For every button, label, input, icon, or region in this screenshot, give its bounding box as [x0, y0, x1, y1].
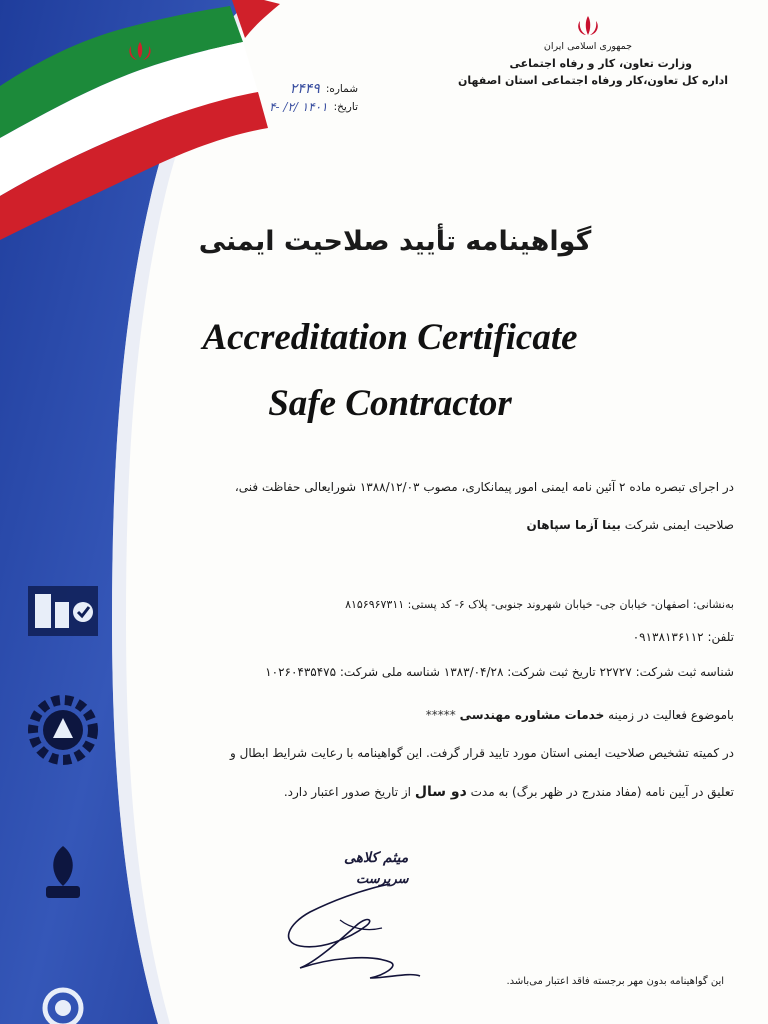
- worker-helmet-logo: [18, 840, 108, 915]
- safety-dept-logo: [18, 578, 108, 645]
- english-title-line1: Accreditation Certificate: [202, 317, 578, 358]
- republic-label: جمهوری اسلامی ایران: [543, 41, 633, 52]
- date-row: [228, 98, 358, 116]
- gear-emblem-logo: [18, 690, 108, 799]
- number-label: شماره:: [325, 83, 358, 95]
- persian-title: گواهینامه تأیید صلاحیت ایمنی: [198, 226, 592, 257]
- activity-prefix: باموضوع فعالیت در زمینه: [608, 708, 734, 722]
- phone-line: تلفن: ۰۹۱۳۸۱۳۶۱۱۲: [632, 630, 734, 644]
- validity-suffix: از تاریخ صدور اعتبار دارد.: [283, 785, 412, 799]
- company-prefix: صلاحیت ایمنی شرکت: [624, 518, 734, 532]
- company-name: بینا آزما سپاهان: [526, 518, 621, 532]
- number-row: [228, 80, 358, 98]
- bottom-emblem-logo: [18, 984, 108, 1024]
- issuer-header: [448, 14, 728, 89]
- signatory-title: سرپرست: [356, 872, 409, 887]
- building-shield-icon: [23, 578, 103, 638]
- committee-line: در کمیته تشخیص صلاحیت ایمنی استان مورد تایید قرار گرفت. این گواهینامه با رعایت شرایط ابطال و: [230, 746, 734, 760]
- activity-line: [426, 708, 734, 722]
- gear-emblem-caption: [18, 777, 108, 799]
- handwritten-signature-icon: [270, 850, 450, 990]
- emblem-icon: [33, 984, 93, 1024]
- signature-block: [270, 850, 450, 990]
- validity-duration: دو سال: [414, 784, 467, 800]
- validity-prefix: تعلیق در آیین نامه (مفاد مندرج در ظهر برگ) به مدت: [470, 785, 734, 799]
- signatory-name: میثم کلاهی: [344, 850, 409, 866]
- department-label: اداره کل تعاون،کار ورفاه اجتماعی استان اصفهان: [458, 74, 728, 87]
- helmet-icon: [28, 840, 98, 910]
- date-label: تاریخ:: [333, 101, 358, 113]
- document-meta: [228, 80, 358, 116]
- number-value: ۲۴۴۹: [289, 81, 320, 97]
- activity-field: خدمات مشاوره مهندسی: [459, 708, 605, 722]
- activity-stars: *****: [425, 708, 456, 722]
- body-line-1: در اجرای تبصره ماده ۲ آئین نامه ایمنی امور پیمانکاری، مصوب ۱۳۸۸/۱۲/۰۳ شورایعالی حفاظت فنی،: [234, 480, 734, 494]
- body-line-2: [527, 518, 734, 532]
- iran-emblem-icon: [575, 14, 601, 38]
- validity-line: [284, 784, 734, 800]
- validity-footer-note: این گواهینامه بدون مهر برجسته فاقد اعتبار می‌باشد.: [506, 976, 724, 987]
- registration-line: شناسه ثبت شرکت: ۲۲۷۲۷ تاریخ ثبت شرکت: ۱۳۸۳/۰۴/۲۸ شناسه ملی شرکت: ۱۰۲۶۰۴۳۵۴۷۵: [265, 665, 734, 679]
- date-value: ۱۴۰۱ /۲/ -۴: [269, 100, 328, 114]
- address-line: به‌نشانی: اصفهان- خیابان جی- خیابان شهروند جنوبی- پلاک ۶- کد پستی: ۸۱۵۶۹۶۷۳۱۱: [345, 598, 734, 611]
- english-title-line2: Safe Contractor: [268, 383, 512, 424]
- ministry-label: وزارت تعاون، کار و رفاه اجتماعی: [509, 57, 692, 70]
- gear-icon: [23, 690, 103, 770]
